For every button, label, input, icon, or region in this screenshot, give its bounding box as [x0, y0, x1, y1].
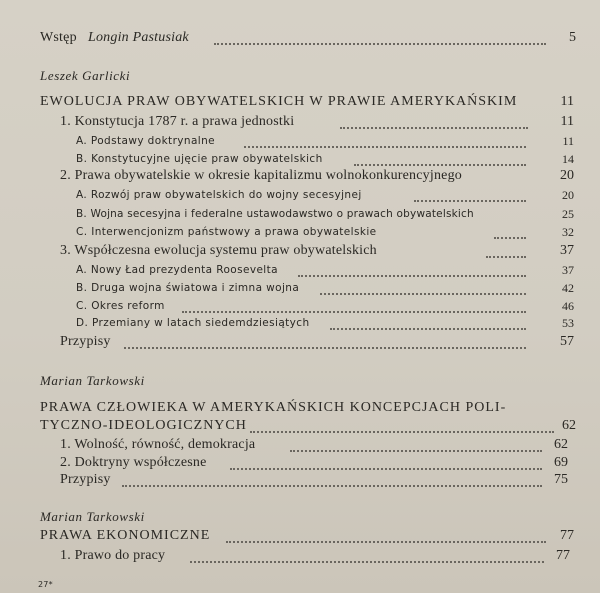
page-number: 37: [560, 243, 574, 258]
toc-entry: [0, 133, 600, 153]
leader-dots: [190, 561, 544, 563]
leader-dots: [182, 311, 526, 313]
section-title-row: [0, 94, 600, 114]
section-title-row: [0, 528, 600, 548]
page-number: 62: [554, 437, 568, 452]
leader-dots: [214, 43, 546, 45]
leader-dots: [494, 237, 526, 239]
leader-dots: [298, 275, 526, 277]
page-number: 11: [562, 134, 574, 148]
toc-entry: [0, 224, 600, 244]
entry-text: B. Konstytucyjne ujęcie praw obywatelskich: [76, 153, 323, 165]
section-author: Marian Tarkowski: [40, 509, 145, 524]
entry-text: B. Druga wojna światowa i zimna wojna: [76, 282, 300, 294]
section-title: EWOLUCJA PRAW OBYWATELSKICH W PRAWIE AMERYKAŃSKIM: [40, 94, 518, 109]
leader-dots: [124, 347, 526, 349]
section-author: Marian Tarkowski: [40, 373, 145, 388]
entry-text: A. Rozwój praw obywatelskich do wojny secesyjnej: [76, 189, 362, 201]
toc-entry: [0, 168, 600, 188]
page-number: 57: [560, 334, 574, 349]
intro-label: Wstęp: [40, 30, 77, 45]
toc-entry: [0, 334, 600, 354]
page-number: 53: [562, 316, 574, 330]
entry-text: Przypisy: [60, 472, 111, 487]
section-title-row: [0, 400, 600, 420]
entry-text: D. Przemiany w latach siedemdziesiątych: [76, 317, 310, 329]
leader-dots: [226, 541, 546, 543]
printer-signature: 27*: [38, 580, 53, 589]
leader-dots: [320, 293, 526, 295]
entry-text: 2. Doktryny współczesne: [60, 455, 207, 470]
leader-dots: [290, 450, 542, 452]
section-title: PRAWA EKONOMICZNE: [40, 528, 211, 543]
leader-dots: [486, 256, 526, 258]
page-number: 75: [554, 472, 568, 487]
entry-text: C. Interwencjonizm państwowy a prawa obywatelskie: [76, 226, 377, 238]
leader-dots: [230, 468, 542, 470]
leader-dots: [354, 164, 526, 166]
toc-entry: [0, 315, 600, 335]
section-title: PRAWA CZŁOWIEKA W AMERYKAŃSKICH KONCEPCJACH POLI-: [40, 400, 507, 415]
entry-text: 1. Prawo do pracy: [60, 548, 166, 563]
toc-entry: [0, 187, 600, 207]
page-number: 62: [562, 418, 576, 433]
page-number: 37: [562, 263, 574, 277]
page-number: 5: [569, 30, 576, 45]
page-number: 42: [562, 281, 574, 295]
entry-text: Przypisy: [60, 334, 111, 349]
leader-dots: [250, 431, 554, 433]
intro-author: Longin Pastusiak: [88, 30, 189, 45]
entry-text: B. Wojna secesyjna i federalne ustawodawstwo o prawach obywatelskich: [76, 208, 474, 220]
entry-text: 1. Wolność, równość, demokracja: [60, 437, 256, 452]
toc-entry: [0, 437, 600, 457]
page-number: 25: [562, 207, 574, 221]
entry-text: A. Podstawy doktrynalne: [76, 135, 216, 147]
page-number: 11: [560, 114, 574, 129]
toc-entry: [0, 280, 600, 300]
entry-text: 3. Współczesna ewolucja systemu praw obywatelskich: [60, 243, 377, 258]
entry-text: 1. Konstytucja 1787 r. a prawa jednostki: [60, 114, 295, 129]
leader-dots: [122, 485, 542, 487]
toc-entry: [0, 262, 600, 282]
toc-entry: [0, 548, 600, 568]
page-number: 11: [560, 94, 574, 109]
page-number: 46: [562, 299, 574, 313]
toc-entry: [0, 114, 600, 134]
toc-entry: [0, 472, 600, 492]
leader-dots: [330, 328, 526, 330]
page-number: 77: [560, 528, 574, 543]
section-author: Leszek Garlicki: [40, 68, 131, 83]
entry-text: C. Okres reform: [76, 300, 165, 312]
page-number: 77: [556, 548, 570, 563]
page-number: 20: [560, 168, 574, 183]
toc-entry: [0, 243, 600, 263]
leader-dots: [414, 200, 526, 202]
leader-dots: [340, 127, 528, 129]
entry-text: 2. Prawa obywatelskie w okresie kapitalizmu wolnokonkurencyjnego: [60, 168, 462, 183]
toc-entry-intro: [0, 30, 600, 50]
page-number: 32: [562, 225, 574, 239]
section-title: TYCZNO-IDEOLOGICZNYCH: [40, 418, 247, 433]
page-number: 14: [562, 152, 574, 166]
entry-text: A. Nowy Ład prezydenta Roosevelta: [76, 264, 278, 276]
page-number: 20: [562, 188, 574, 202]
toc-entry: [0, 206, 600, 226]
page-number: 69: [554, 455, 568, 470]
leader-dots: [244, 146, 526, 148]
section-title-row: [0, 418, 600, 438]
